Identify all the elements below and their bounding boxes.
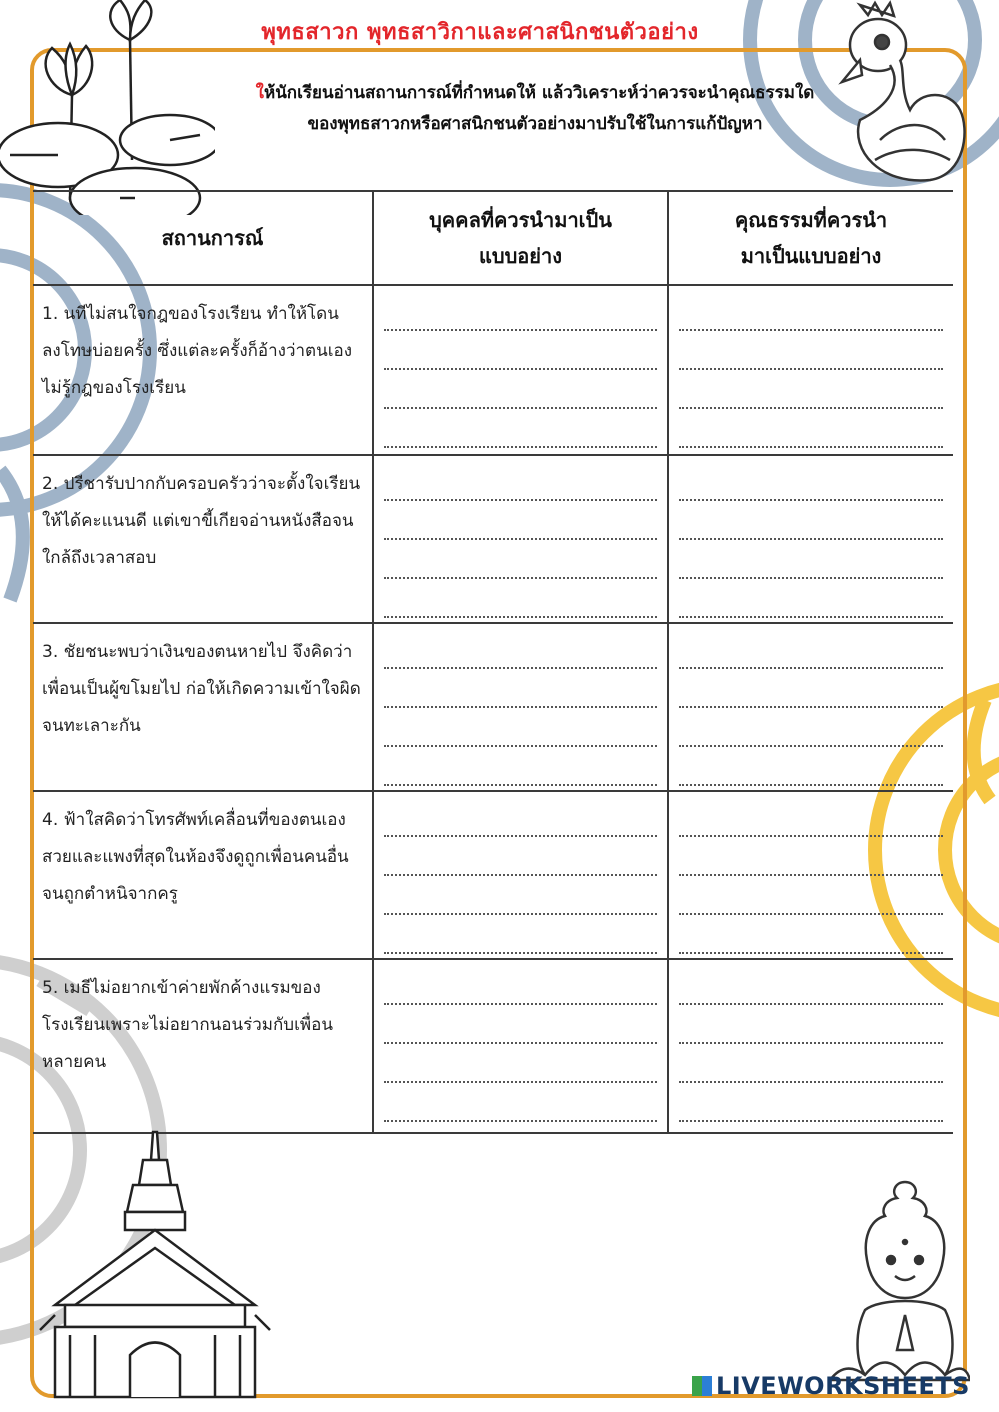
answer-line[interactable] — [384, 331, 657, 370]
table-row — [33, 791, 953, 959]
virtue-answer-cell[interactable] — [668, 455, 953, 623]
answer-line[interactable] — [679, 370, 943, 409]
answer-line[interactable] — [384, 876, 657, 915]
instructions-line-2: ของพุทธสาวกหรือศาสนิกชนตัวอย่างมาปรับใช้ในการแก้ปัญหา — [307, 114, 763, 134]
answer-line[interactable] — [384, 630, 657, 669]
instructions-line-1: ห้นักเรียนอ่านสถานการณ์ที่กำหนดให้ แล้ววิเคราะห์ว่าควรจะนำคุณธรรมใด — [263, 83, 815, 103]
answer-line[interactable] — [679, 1044, 943, 1083]
liveworksheets-watermark — [692, 1372, 970, 1400]
answer-line[interactable] — [679, 409, 943, 448]
answer-line[interactable] — [679, 462, 943, 501]
situation-cell: 4. ฟ้าใสคิดว่าโทรศัพท์เคลื่อนที่ของตนเองสวยและแพงที่สุดในห้องจึงดูถูกเพื่อนคนอื่นจนถูกตำหนิจากครู — [33, 791, 373, 959]
situation-cell: 3. ชัยชนะพบว่าเงินของตนหายไป จึงคิดว่าเพื่อนเป็นผู้ขโมยไป ก่อให้เกิดความเข้าใจผิดจนทะเลาะกัน — [33, 623, 373, 791]
situation-cell: 1. นทีไม่สนใจกฎของโรงเรียน ทำให้โดนลงโทษบ่อยครั้ง ซึ่งแต่ละครั้งก็อ้างว่าตนเองไม่รู้กฎของโรงเรียน — [33, 285, 373, 455]
answer-line[interactable] — [384, 292, 657, 331]
answer-line[interactable] — [384, 837, 657, 876]
answer-line[interactable] — [679, 501, 943, 540]
table-row — [33, 285, 953, 455]
table-row — [33, 455, 953, 623]
answer-line[interactable] — [679, 837, 943, 876]
virtue-answer-cell[interactable] — [668, 623, 953, 791]
header-person: บุคคลที่ควรนำมาเป็นแบบอย่าง — [373, 191, 668, 285]
table-row — [33, 623, 953, 791]
answer-line[interactable] — [384, 798, 657, 837]
answer-line[interactable] — [384, 1044, 657, 1083]
answer-line[interactable] — [679, 669, 943, 708]
lotus-icon — [0, 0, 215, 215]
answer-line[interactable] — [679, 798, 943, 837]
person-answer-cell[interactable] — [373, 623, 668, 791]
header-situation: สถานการณ์ — [33, 191, 373, 285]
situation-cell: 5. เมธีไม่อยากเข้าค่ายพักค้างแรมของโรงเรียนเพราะไม่อยากนอนร่วมกับเพื่อนหลายคน — [33, 959, 373, 1133]
answer-line[interactable] — [384, 579, 657, 618]
answer-line[interactable] — [384, 540, 657, 579]
answer-line[interactable] — [384, 409, 657, 448]
answer-line[interactable] — [679, 915, 943, 954]
page-title: พุทธสาวก พุทธสาวิกาและศาสนิกชนตัวอย่าง — [261, 20, 699, 45]
answer-line[interactable] — [384, 966, 657, 1005]
answer-line[interactable] — [384, 747, 657, 786]
answer-line[interactable] — [679, 292, 943, 331]
worksheet-table — [33, 190, 953, 1134]
answer-line[interactable] — [679, 747, 943, 786]
virtue-answer-cell[interactable] — [668, 285, 953, 455]
instructions-lead: ใ — [255, 83, 264, 103]
answer-line[interactable] — [679, 966, 943, 1005]
answer-line[interactable] — [384, 708, 657, 747]
answer-line[interactable] — [679, 331, 943, 370]
virtue-answer-cell[interactable] — [668, 791, 953, 959]
answer-line[interactable] — [679, 630, 943, 669]
table-row — [33, 959, 953, 1133]
liveworksheets-logo-icon — [692, 1376, 712, 1396]
answer-line[interactable] — [384, 462, 657, 501]
answer-line[interactable] — [384, 501, 657, 540]
answer-line[interactable] — [679, 1005, 943, 1044]
answer-line[interactable] — [384, 1005, 657, 1044]
answer-line[interactable] — [384, 915, 657, 954]
answer-line[interactable] — [679, 876, 943, 915]
answer-line[interactable] — [679, 540, 943, 579]
watermark-text: LIVEWORKSHEETS — [716, 1372, 970, 1400]
person-answer-cell[interactable] — [373, 791, 668, 959]
answer-line[interactable] — [384, 370, 657, 409]
header-virtue: คุณธรรมที่ควรนำมาเป็นแบบอย่าง — [668, 191, 953, 285]
person-answer-cell[interactable] — [373, 455, 668, 623]
answer-line[interactable] — [679, 579, 943, 618]
buddha-icon — [825, 1180, 970, 1395]
table-header-row — [33, 191, 953, 285]
answer-line[interactable] — [384, 1083, 657, 1122]
person-answer-cell[interactable] — [373, 959, 668, 1133]
instructions — [190, 78, 880, 140]
answer-line[interactable] — [679, 708, 943, 747]
situation-cell: 2. ปรีชารับปากกับครอบครัวว่าจะตั้งใจเรียนให้ได้คะแนนดี แต่เขาขี้เกียจอ่านหนังสือจนใกล้ถึงเวลาสอบ — [33, 455, 373, 623]
virtue-answer-cell[interactable] — [668, 959, 953, 1133]
temple-icon — [35, 1130, 275, 1400]
answer-line[interactable] — [679, 1083, 943, 1122]
person-answer-cell[interactable] — [373, 285, 668, 455]
answer-line[interactable] — [384, 669, 657, 708]
